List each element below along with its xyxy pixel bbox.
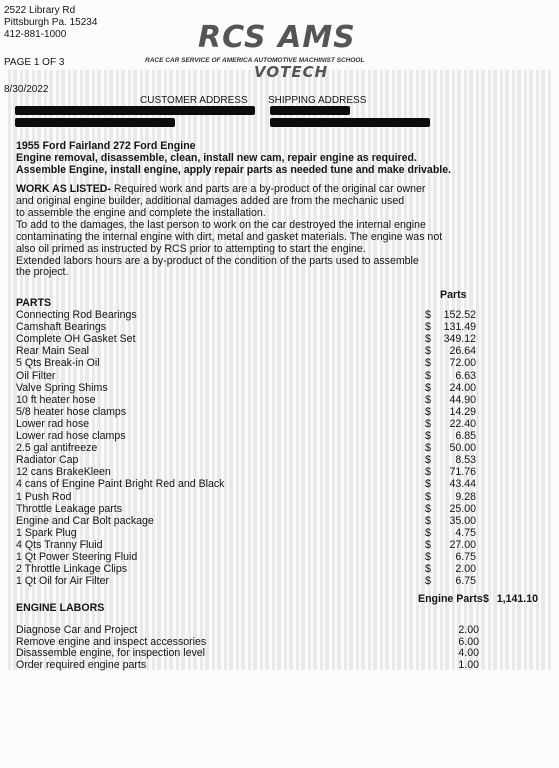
part-amount: 27.00 [449, 538, 476, 551]
notice-line-6: also oil primed as instructed by RCS prior to attempting to start the engine. [16, 243, 366, 255]
part-name: 10 ft heater hose [16, 393, 96, 406]
part-name: Valve Spring Shims [16, 381, 108, 394]
shop-phone: 412-881-1000 [4, 29, 67, 40]
part-currency: $ [425, 369, 431, 382]
redacted-shipping-line1 [270, 106, 350, 115]
shop-address-line1: 2522 Library Rd [4, 5, 76, 16]
notice-line-8: the project. [16, 266, 69, 278]
part-amount: 72.00 [449, 357, 476, 370]
part-amount: 9.28 [455, 490, 476, 503]
part-currency: $ [425, 442, 431, 455]
redacted-customer-line2 [15, 118, 175, 127]
parts-heading: PARTS [16, 297, 52, 309]
part-currency: $ [425, 309, 431, 321]
part-amount: 6.63 [455, 369, 476, 382]
part-currency: $ [425, 551, 431, 563]
part-name: 2.5 gal antifreeze [16, 442, 98, 455]
redacted-customer-line1 [15, 106, 255, 115]
labor-item-hours: 6.00 [458, 635, 479, 648]
part-name: 1 Push Rod [16, 490, 72, 503]
job-line-2: Assemble Engine, install engine, apply repair parts as needed tune and make drivable. [16, 164, 452, 176]
part-name: Complete OH Gasket Set [16, 333, 136, 346]
part-currency: $ [425, 333, 431, 346]
part-currency: $ [425, 417, 431, 430]
part-amount: 71.76 [449, 466, 476, 479]
labor-item-hours: 4.00 [458, 647, 479, 659]
part-currency: $ [425, 502, 431, 515]
part-name: Oil Filter [16, 369, 56, 382]
part-currency: $ [425, 405, 431, 418]
part-currency: $ [425, 357, 431, 370]
part-amount: 6.75 [455, 575, 476, 588]
labor-item-name: Disassemble engine, for inspection level [16, 647, 206, 659]
part-amount: 43.44 [449, 478, 476, 491]
part-name: 2 Throttle Linkage Clips [16, 563, 128, 576]
part-name: Radiator Cap [16, 454, 79, 467]
notice-line-2: and original engine builder, additional damages added are from the mechanic used [16, 195, 405, 207]
logo-sub: VOTECH [254, 63, 329, 81]
part-name: 5/8 heater hose clamps [16, 405, 127, 418]
part-currency: $ [425, 514, 431, 527]
part-currency: $ [425, 466, 431, 479]
part-amount: 152.52 [443, 309, 476, 321]
notice-l1: Required work and parts are a by-product of the original car owner [110, 183, 426, 195]
notice-lead: WORK AS LISTED- [16, 183, 111, 195]
part-currency: $ [425, 526, 431, 539]
parts-column-label: Parts [440, 289, 467, 301]
part-currency: $ [425, 563, 431, 576]
labors-heading: ENGINE LABORS [16, 602, 105, 614]
part-amount: 2.00 [455, 563, 476, 576]
part-name: Throttle Leakage parts [16, 502, 122, 515]
notice-line-4: To add to the damages, the last person to work on the car destroyed the internal engine [16, 219, 426, 231]
notice-line-5: contaminating the internal engine with dirt, metal and gasket materials. The engine was not [16, 231, 443, 243]
part-name: Lower rad hose [16, 417, 90, 430]
notice-line-7: Extended labors hours are a by-product of the condition of the parts used to assemble [16, 255, 419, 267]
part-name: 12 cans BrakeKleen [16, 466, 111, 479]
part-amount: 14.29 [449, 405, 476, 418]
part-currency: $ [425, 381, 431, 394]
part-name: Connecting Rod Bearings [16, 309, 137, 321]
redacted-shipping-line2 [270, 118, 430, 127]
labor-item-name: Diagnose Car and Project [16, 624, 138, 636]
part-amount: 35.00 [449, 514, 476, 527]
part-amount: 8.53 [455, 454, 476, 467]
part-name: 1 Qt Power Steering Fluid [16, 551, 138, 563]
part-amount: 6.75 [455, 551, 476, 563]
part-amount: 4.75 [455, 526, 476, 539]
part-name: 4 Qts Tranny Fluid [16, 538, 103, 551]
part-amount: 22.40 [449, 417, 476, 430]
logo-tagline: RACE CAR SERVICE OF AMERICA AUTOMOTIVE MACHINIST SCHOOL [145, 57, 365, 64]
part-name: 1 Qt Oil for Air Filter [16, 575, 110, 588]
part-amount: 26.64 [449, 345, 476, 358]
part-currency: $ [425, 321, 431, 334]
logo-main: RCS AMS [198, 20, 356, 55]
job-line-1: Engine removal, disassemble, clean, install new cam, repair engine as required. [16, 152, 417, 164]
part-name: Engine and Car Bolt package [16, 514, 154, 527]
shop-address-line2: Pittsburgh Pa. 15234 [4, 17, 98, 28]
labor-item-name: Order required engine parts [16, 658, 147, 671]
customer-address-label: CUSTOMER ADDRESS [140, 95, 248, 106]
part-name: Camshaft Bearings [16, 321, 107, 334]
part-currency: $ [425, 490, 431, 503]
part-name: Lower rad hose clamps [16, 430, 126, 442]
part-amount: 25.00 [449, 502, 476, 515]
part-amount: 24.00 [449, 381, 476, 394]
part-amount: 50.00 [449, 442, 476, 455]
engine-parts-total-amount: 1,141.10 [496, 593, 538, 605]
part-amount: 6.85 [455, 430, 476, 442]
page-number: PAGE 1 OF 3 [4, 57, 65, 68]
part-amount: 349.12 [443, 333, 476, 346]
part-name: 1 Spark Plug [16, 526, 77, 539]
labor-item-name: Remove engine and inspect accessories [16, 635, 207, 648]
shipping-address-label: SHIPPING ADDRESS [268, 95, 367, 106]
part-currency: $ [425, 575, 431, 588]
part-currency: $ [425, 538, 431, 551]
labor-item-hours: 1.00 [458, 658, 479, 671]
notice-line-1 [16, 183, 425, 195]
part-currency: $ [425, 345, 431, 358]
part-name: 5 Qts Break-in Oil [16, 357, 100, 370]
notice-line-3: to assemble the engine and complete the installation. [16, 207, 266, 219]
part-name: 4 cans of Engine Paint Bright Red and Black [16, 478, 225, 491]
part-currency: $ [425, 430, 431, 442]
part-currency: $ [425, 393, 431, 406]
part-amount: 44.90 [449, 393, 476, 406]
part-currency: $ [425, 454, 431, 467]
engine-parts-total-currency: $ [483, 593, 489, 605]
part-currency: $ [425, 478, 431, 491]
engine-parts-total-label: Engine Parts [418, 593, 483, 605]
vehicle-title: 1955 Ford Fairland 272 Ford Engine [16, 140, 196, 152]
labor-item-hours: 2.00 [458, 624, 479, 636]
part-name: Rear Main Seal [16, 345, 90, 358]
invoice-date: 8/30/2022 [4, 84, 49, 95]
part-amount: 131.49 [443, 321, 476, 334]
